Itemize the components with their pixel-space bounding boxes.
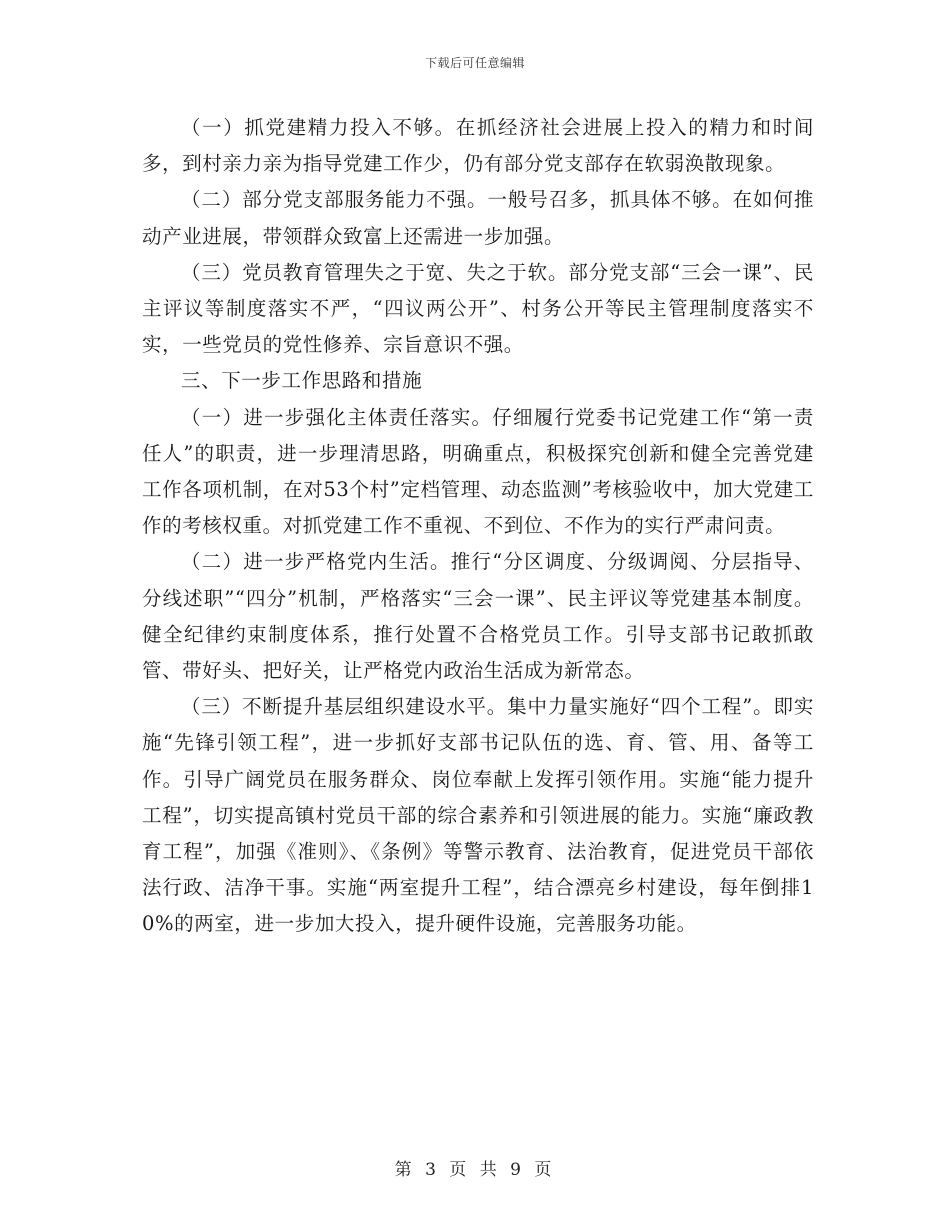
paragraph-4: （一）进一步强化主体责任落实。仔细履行党委书记党建工作“第一责任人”的职责，进一步理清思路，明确重点，积极探究创新和健全完善党建工作各项机制，在对53个村”定档管理、动态监测”考核验收中，加大党建工作的考核权重。对抓党建工作不重视、不到位、不作为的实行严肃问责。	[142, 405, 814, 538]
page-number: 第 3 页 共 9 页	[394, 1160, 556, 1180]
paragraph-2: （二）部分党支部服务能力不强。一般号召多，抓具体不够。在如何推动产业进展，带领群众致富上还需进一步加强。	[142, 188, 814, 248]
paragraph-6: （三）不断提升基层组织建设水平。集中力量实施好“四个工程”。即实施“先锋引领工程”，进一步抓好支部书记队伍的选、育、管、用、备等工作。引导广阔党员在服务群众、岗位奉献上发挥引领作用。实施“能力提升工程”，切实提高镇村党员干部的综合素养和引领进展的能力。实施“廉政教育工程”，加强《准则》、《条例》等警示教育、法治教育，促进党员干部依法行政、洁净干事。实施“两室提升工程”，结合漂亮乡村建设，每年倒排10%的两室，进一步加大投入，提升硬件设施，完善服务功能。	[142, 695, 814, 936]
page-header: 下载后可任意编辑	[424, 56, 525, 70]
document-body	[142, 110, 814, 943]
paragraph-1: （一）抓党建精力投入不够。在抓经济社会进展上投入的精力和时间多，到村亲力亲为指导党建工作少，仍有部分党支部存在软弱涣散现象。	[142, 116, 814, 176]
section-heading: 三、下一步工作思路和措施	[181, 369, 423, 393]
paragraph-3: （三）党员教育管理失之于宽、失之于软。部分党支部“三会一课”、民主评议等制度落实不严，“四议两公开”、村务公开等民主管理制度落实不实，一些党员的党性修养、宗旨意识不强。	[142, 260, 814, 357]
paragraph-5: （二）进一步严格党内生活。推行“分区调度、分级调阅、分层指导、分线述职”“四分”机制，严格落实“三会一课”、民主评议等党建基本制度。健全纪律约束制度体系，推行处置不合格党员工作。引导支部书记敢抓敢管、带好头、把好关，让严格党内政治生活成为新常态。	[142, 550, 814, 683]
